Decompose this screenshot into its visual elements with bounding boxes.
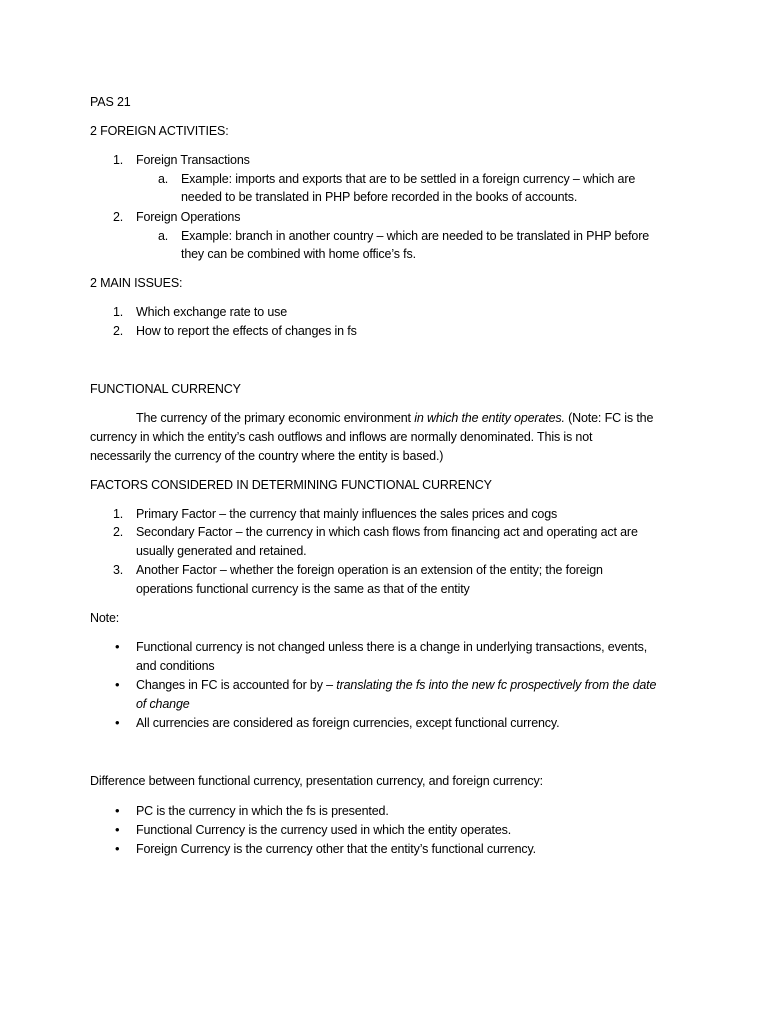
bullet-item: Functional currency is not changed unless there is a change in underlying transactions, events, xyxy=(136,640,648,654)
list-item: Secondary Factor – the currency in which cash flows from financing act and operating act are xyxy=(136,525,638,539)
functional-currency-heading: FUNCTIONAL CURRENCY xyxy=(90,382,241,396)
list-item: Another Factor – whether the foreign operation is an extension of the entity; the foreign xyxy=(136,563,603,577)
sub-list-item-line: they can be combined with home office’s fs. xyxy=(181,247,416,261)
bullet-item xyxy=(136,677,656,693)
page-title: PAS 21 xyxy=(90,95,131,109)
bullet-item-line: of change xyxy=(136,697,190,711)
note-heading: Note: xyxy=(90,611,120,625)
list-number: 2. xyxy=(113,210,124,224)
paragraph-line: currency in which the entity’s cash outflows and inflows are normally denominated. This is not xyxy=(90,430,593,444)
italic-span: translating the fs into the new fc prospectively from the date xyxy=(336,678,657,692)
paragraph-line xyxy=(136,410,653,426)
sub-list-item-line: Example: imports and exports that are to be settled in a foreign currency – which are xyxy=(181,172,636,186)
text-span: (Note: FC is the xyxy=(564,411,654,425)
list-item: How to report the effects of changes in fs xyxy=(136,324,357,338)
list-number: 1. xyxy=(113,305,124,319)
bullet-icon: • xyxy=(115,822,120,837)
bullet-item: PC is the currency in which the fs is presented. xyxy=(136,804,389,818)
bullet-icon: • xyxy=(115,715,120,730)
factors-heading: FACTORS CONSIDERED IN DETERMINING FUNCTIONAL CURRENCY xyxy=(90,478,492,492)
bullet-icon: • xyxy=(115,677,120,692)
list-item: Which exchange rate to use xyxy=(136,305,288,319)
list-number: 2. xyxy=(113,525,124,539)
list-item-line: operations functional currency is the same as that of the entity xyxy=(136,582,470,596)
paragraph-line: necessarily the currency of the country where the entity is based.) xyxy=(90,449,444,463)
bullet-icon: • xyxy=(115,841,120,856)
foreign-activities-heading: 2 FOREIGN ACTIVITIES: xyxy=(90,124,229,138)
list-number: 2. xyxy=(113,324,124,338)
sub-list-letter: a. xyxy=(158,229,169,243)
list-number: 3. xyxy=(113,563,124,577)
bullet-item: Functional Currency is the currency used in which the entity operates. xyxy=(136,823,512,837)
bullet-icon: • xyxy=(115,803,120,818)
sub-list-letter: a. xyxy=(158,172,169,186)
bullet-icon: • xyxy=(115,639,120,654)
bullet-item: Foreign Currency is the currency other that the entity’s functional currency. xyxy=(136,842,536,856)
list-item: Foreign Transactions xyxy=(136,153,250,167)
list-item: Primary Factor – the currency that mainly influences the sales prices and cogs xyxy=(136,507,558,521)
bullet-item: All currencies are considered as foreign currencies, except functional currency. xyxy=(136,716,560,730)
difference-heading: Difference between functional currency, presentation currency, and foreign currency: xyxy=(90,774,543,788)
text-span: Changes in FC is accounted for by – xyxy=(136,678,337,692)
sub-list-item-line: Example: branch in another country – which are needed to be translated in PHP before xyxy=(181,229,650,243)
sub-list-item-line: needed to be translated in PHP before recorded in the books of accounts. xyxy=(181,190,578,204)
list-number: 1. xyxy=(113,507,124,521)
list-item-line: usually generated and retained. xyxy=(136,544,307,558)
bullet-item-line: and conditions xyxy=(136,659,215,673)
main-issues-heading: 2 MAIN ISSUES: xyxy=(90,276,183,290)
text-span: The currency of the primary economic environment xyxy=(136,411,415,425)
italic-span: in which the entity operates. xyxy=(414,411,565,425)
list-item: Foreign Operations xyxy=(136,210,241,224)
list-number: 1. xyxy=(113,153,124,167)
